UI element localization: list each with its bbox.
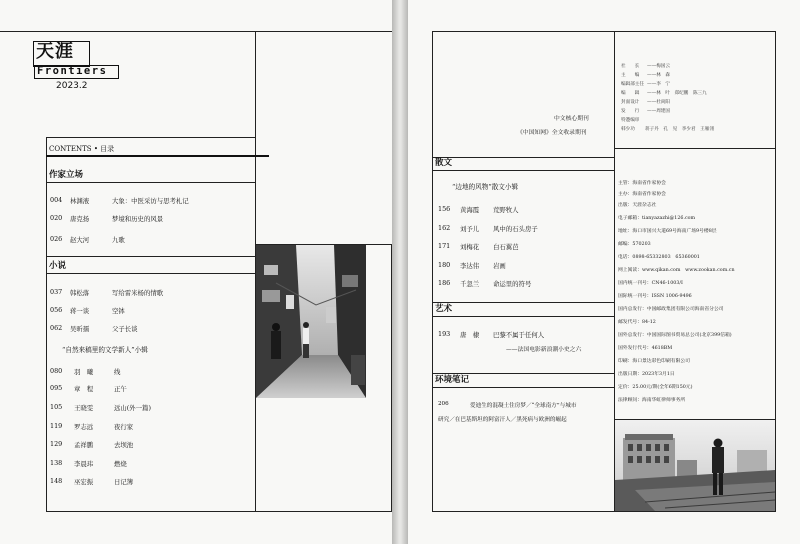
page-number: 037 bbox=[50, 288, 63, 296]
rule bbox=[46, 137, 256, 138]
page-number: 180 bbox=[438, 261, 451, 269]
rule bbox=[46, 273, 256, 274]
author: 罗志远 bbox=[74, 423, 94, 431]
article-title: 九歌 bbox=[112, 236, 125, 244]
article-title: 大象：中医采访与思考札记 bbox=[112, 197, 189, 205]
info-line: 出版日期：2023年3月1日 bbox=[618, 372, 675, 377]
article-title: 父子长谈 bbox=[112, 325, 138, 333]
article-title: 爱迪生的混凝土住房梦／“全球南方”与城市 bbox=[470, 403, 577, 409]
page-number: 119 bbox=[50, 422, 63, 430]
page-number: 020 bbox=[50, 214, 63, 222]
staff-role: 韩少功 bbox=[621, 127, 635, 132]
staff-role: 封面设计 bbox=[621, 100, 640, 105]
author: 巫宏振 bbox=[74, 478, 94, 486]
rule bbox=[432, 511, 776, 512]
staff-role: 编 辑 bbox=[621, 91, 640, 96]
article-title: 荒野牧人 bbox=[493, 206, 519, 214]
info-line: 邮发代号：84-12 bbox=[618, 320, 656, 325]
rule bbox=[46, 256, 256, 257]
info-line: 邮编：570203 bbox=[618, 242, 651, 247]
article-title: 日记簿 bbox=[114, 478, 134, 486]
feature-title: “边地的风物”散文小辑 bbox=[452, 183, 519, 191]
core-journal-label: 中文核心期刊 bbox=[554, 116, 589, 122]
info-line: 国外发行代号：4618BM bbox=[618, 346, 673, 351]
cnki-label: 《中国知网》全文收录期刊 bbox=[517, 130, 587, 136]
info-line: 电子邮箱：tianyazazhi@126.com bbox=[618, 216, 696, 221]
page-number: 095 bbox=[50, 384, 63, 392]
page-number: 026 bbox=[50, 235, 63, 243]
rule bbox=[432, 31, 776, 32]
article-title: 岩画 bbox=[493, 262, 506, 270]
article-title: 梦境和历史的风景 bbox=[112, 215, 164, 223]
page-number: 129 bbox=[50, 440, 63, 448]
rule bbox=[432, 157, 615, 158]
author: 韩松落 bbox=[70, 289, 90, 297]
info-line: 出版：天涯杂志社 bbox=[618, 203, 657, 208]
rooftop-photo-image bbox=[615, 420, 775, 511]
staff-names: ——梅国云 bbox=[647, 64, 670, 69]
rule bbox=[614, 148, 776, 149]
section-title: 散文 bbox=[435, 158, 453, 168]
article-title: 空钵 bbox=[112, 307, 125, 315]
staff-names: ——杜尚阳 bbox=[647, 100, 670, 105]
publication-info bbox=[614, 174, 775, 419]
section-title: 小说 bbox=[49, 261, 67, 271]
staff-names: ——林 叶 郑纪鹏 陈三九 bbox=[647, 91, 707, 96]
book-gutter bbox=[392, 0, 408, 544]
staff-role: 特邀编审 bbox=[621, 118, 640, 123]
info-line: 地址：海口市国兴大道69号海南广场9号楼8层 bbox=[618, 229, 717, 234]
info-line: 国外总发行：中国国际图书贸易总公司(北京399信箱) bbox=[618, 333, 732, 338]
feature-title: “自然来稿里的文学新人”小辑 bbox=[62, 346, 148, 354]
author: 林渊液 bbox=[70, 197, 90, 205]
info-line: 主办：海南省作家协会 bbox=[618, 192, 666, 197]
article-title: 燃烧 bbox=[114, 460, 127, 468]
info-line: 印刷：海口景达彩色印刷有限公司 bbox=[618, 359, 690, 364]
staff-names: ——李 宁 bbox=[647, 82, 670, 87]
page-number: 004 bbox=[50, 196, 63, 204]
right-page bbox=[408, 0, 800, 544]
article-title: 线 bbox=[114, 368, 121, 376]
author: 黄海霞 bbox=[460, 206, 480, 214]
page-number: 105 bbox=[50, 403, 63, 411]
author: 王晓雯 bbox=[74, 404, 94, 412]
author: 唐克扬 bbox=[70, 215, 90, 223]
info-line: 国内统一刊号：CN46-1003/I bbox=[618, 281, 683, 286]
staff-role: 社 长 bbox=[621, 64, 640, 69]
rule bbox=[775, 31, 776, 512]
article-title: 巴黎不属于任何人 bbox=[493, 331, 545, 339]
info-line: 定价：25.00元/期(全年6期150元) bbox=[618, 385, 693, 390]
article-title: 远山(外一篇) bbox=[114, 404, 151, 412]
staff-role: 发 行 bbox=[621, 109, 640, 114]
page-number: 080 bbox=[50, 367, 63, 375]
logo-chinese: 天涯 bbox=[36, 41, 74, 62]
article-title: 夜行家 bbox=[114, 423, 134, 431]
article-title-continued: 研究／在巴基斯坦的阿富汗人／黑死病与欧洲的崛起 bbox=[438, 417, 567, 423]
article-title: 写给雷米杨的情歌 bbox=[112, 289, 164, 297]
rule bbox=[432, 387, 615, 388]
author: 吴昕孺 bbox=[70, 325, 90, 333]
article-title: 去坝池 bbox=[114, 441, 134, 449]
contents-label: CONTENTS • 目录 bbox=[49, 145, 115, 153]
article-subtitle: ——法国电影新浪潮小史之六 bbox=[506, 347, 582, 353]
page-number: 156 bbox=[438, 205, 451, 213]
staff-role: 主 编 bbox=[621, 73, 640, 78]
logo-english: Frontiers bbox=[37, 65, 108, 77]
rule bbox=[432, 373, 615, 374]
page-number: 062 bbox=[50, 324, 63, 332]
contents-rule bbox=[46, 155, 269, 157]
staff-names: ——林 森 bbox=[647, 73, 670, 78]
author: 蒋一谈 bbox=[70, 307, 90, 315]
rule bbox=[432, 31, 433, 512]
author: 孟祥鹏 bbox=[74, 441, 94, 449]
left-page bbox=[0, 0, 392, 544]
author: 章 程 bbox=[74, 385, 94, 393]
author: 刘予儿 bbox=[460, 225, 480, 233]
page-number: 186 bbox=[438, 279, 451, 287]
page-number: 193 bbox=[438, 330, 451, 338]
author: 李晨玮 bbox=[74, 460, 94, 468]
staff-names: 蒋子丹 孔 见 李少君 王雁翎 bbox=[645, 127, 714, 132]
street-photo bbox=[256, 245, 366, 398]
article-title: 风中的石头房子 bbox=[493, 225, 538, 233]
page-number: 148 bbox=[50, 477, 63, 485]
staff-names: ——周建国 bbox=[647, 109, 670, 114]
page-number: 138 bbox=[50, 459, 63, 467]
author: 刘梅花 bbox=[460, 243, 480, 251]
page-number: 171 bbox=[438, 242, 451, 250]
staff-role: 编辑部主任 bbox=[621, 82, 644, 87]
info-line: 国内总发行：中国邮政集团有限公司海南省分公司 bbox=[618, 307, 724, 312]
section-title: 环境笔记 bbox=[435, 375, 470, 385]
page-number: 206 bbox=[438, 401, 449, 407]
rule bbox=[432, 302, 615, 303]
info-line: 电话：0898-65332803 65360001 bbox=[618, 255, 700, 260]
info-line: 主管：海南省作家协会 bbox=[618, 181, 666, 186]
rule bbox=[0, 31, 392, 32]
issue-number: 2023.2 bbox=[56, 81, 88, 91]
rooftop-photo bbox=[615, 420, 775, 511]
article-title: 正午 bbox=[114, 385, 127, 393]
author: 羽 曦 bbox=[74, 368, 94, 376]
magazine-logo bbox=[33, 41, 119, 81]
rule bbox=[46, 182, 256, 183]
section-title: 作家立场 bbox=[49, 170, 84, 180]
rule bbox=[432, 316, 615, 317]
page-number: 162 bbox=[438, 224, 451, 232]
rule bbox=[46, 137, 47, 512]
info-line: 国际统一刊号：ISSN 1006-9496 bbox=[618, 294, 692, 299]
page-number: 056 bbox=[50, 306, 63, 314]
street-photo-image bbox=[256, 245, 366, 398]
article-title: 命运里的符号 bbox=[493, 280, 532, 288]
author: 千忽兰 bbox=[460, 280, 480, 288]
author: 唐 棣 bbox=[460, 331, 480, 339]
author: 赵大河 bbox=[70, 236, 90, 244]
author: 李达伟 bbox=[460, 262, 480, 270]
rule bbox=[432, 170, 615, 171]
rule bbox=[46, 511, 392, 512]
section-title: 艺术 bbox=[435, 304, 453, 314]
article-title: 白石翼芭 bbox=[493, 243, 519, 251]
info-line: 网上阅读：www.qikan.com www.zookan.com.cn bbox=[618, 268, 735, 273]
info-line: 法律顾问：海南华虹律师事务所 bbox=[618, 398, 686, 403]
